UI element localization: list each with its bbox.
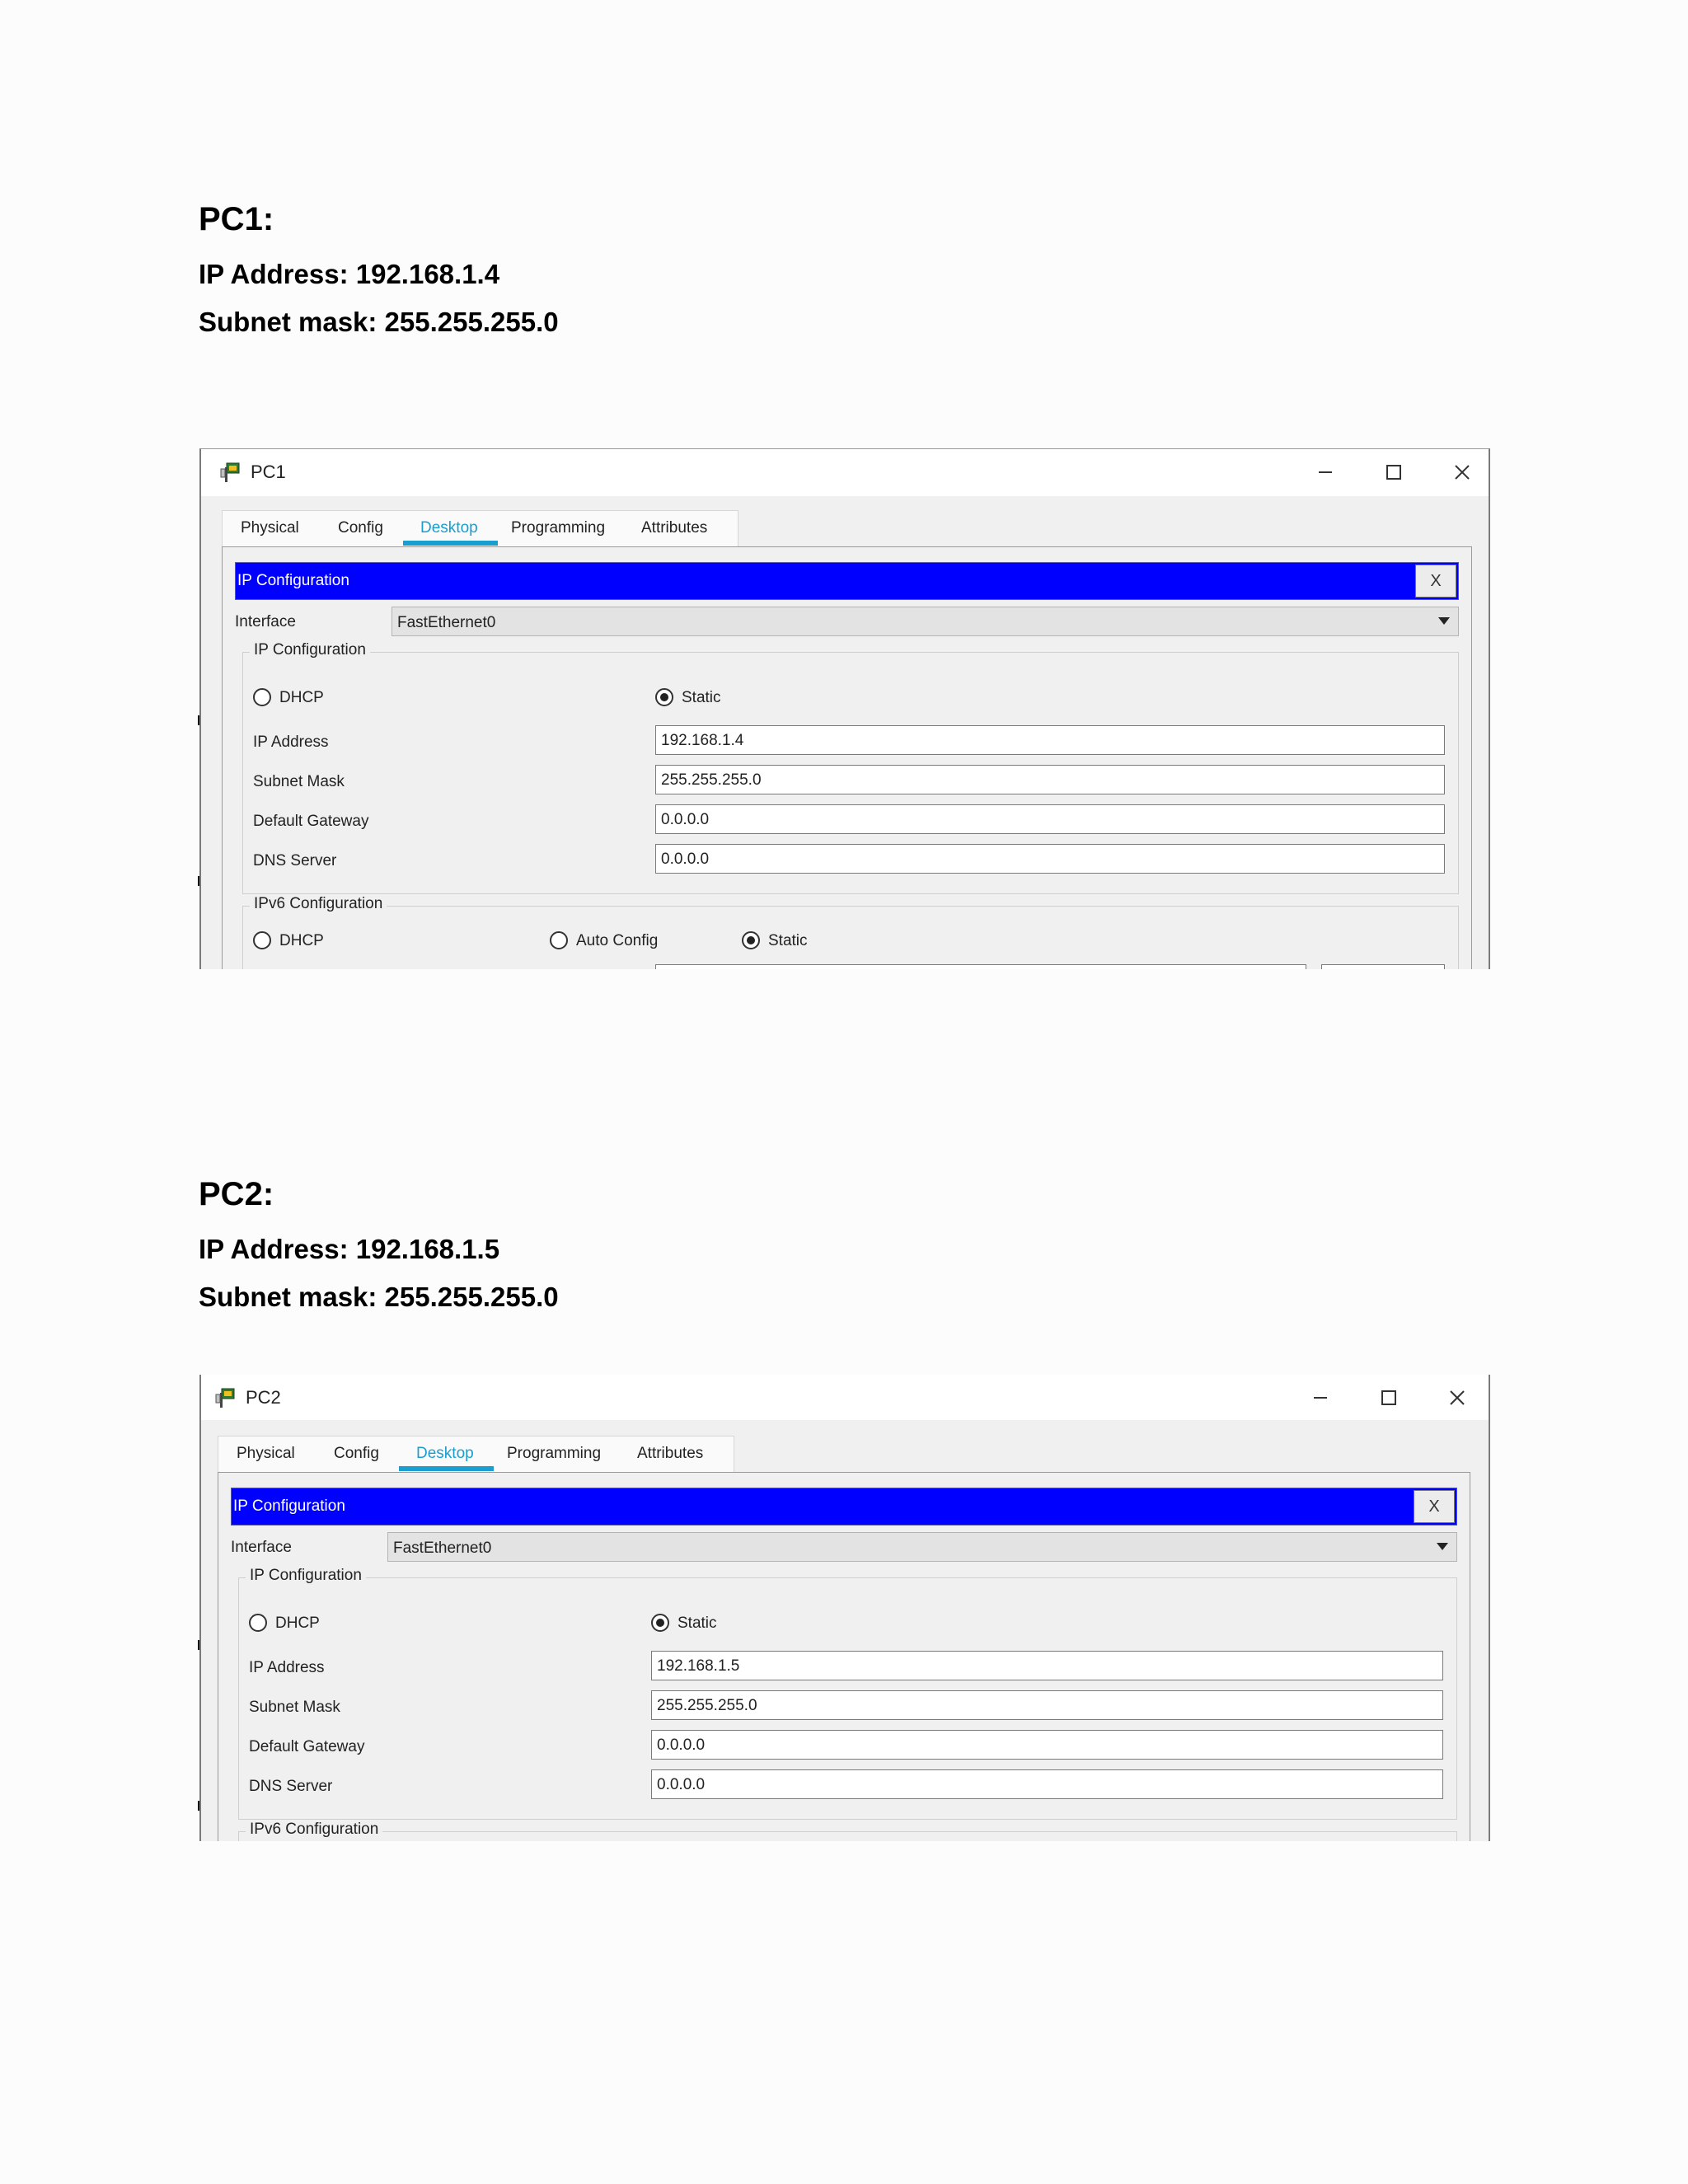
default-gateway-input[interactable]: 0.0.0.0 [655, 804, 1445, 834]
tab-attributes[interactable]: Attributes [641, 519, 708, 537]
interface-select[interactable] [387, 1532, 1457, 1562]
ipv6-address-input[interactable] [655, 964, 1306, 969]
desktop-panel [222, 546, 1472, 969]
pc2-mask-line: Subnet mask: 255.255.255.0 [199, 1282, 559, 1312]
ipv6-auto-config-radio[interactable] [550, 931, 568, 949]
pc1-window [199, 448, 1490, 969]
default-gateway-label: Default Gateway [253, 813, 369, 830]
pc1-heading: PC1: [199, 201, 274, 237]
window-title: PC2 [246, 1387, 281, 1408]
close-button[interactable] [1439, 1381, 1475, 1414]
tab-physical[interactable]: Physical [241, 519, 299, 537]
desktop-panel [218, 1472, 1470, 1841]
static-radio[interactable] [651, 1614, 669, 1632]
ipv6-group-label: IPv6 Configuration [250, 895, 387, 913]
tab-bar [222, 510, 738, 547]
ipv6-static-label: Static [768, 932, 808, 949]
ipv4-config-group [238, 1567, 1457, 1820]
chevron-down-icon [1438, 617, 1450, 625]
pc2-heading: PC2: [199, 1176, 274, 1212]
interface-label: Interface [231, 1539, 292, 1556]
interface-value: FastEthernet0 [397, 614, 496, 631]
subnet-mask-input[interactable]: 255.255.255.0 [655, 765, 1445, 794]
pc-app-icon [219, 461, 242, 484]
interface-label: Interface [235, 613, 296, 630]
pc1-mask-line: Subnet mask: 255.255.255.0 [199, 307, 559, 337]
dhcp-label: DHCP [275, 1615, 320, 1632]
default-gateway-input[interactable]: 0.0.0.0 [651, 1730, 1443, 1760]
dhcp-label: DHCP [279, 689, 324, 706]
active-tab-indicator [403, 541, 498, 546]
tab-config[interactable]: Config [334, 1445, 379, 1462]
ip-config-close-button[interactable]: X [1415, 565, 1456, 598]
dhcp-radio[interactable] [253, 688, 271, 706]
dhcp-radio[interactable] [249, 1614, 267, 1632]
ip-config-title: IP Configuration [233, 1497, 345, 1515]
tab-bar [218, 1436, 734, 1473]
ipv6-group-label: IPv6 Configuration [246, 1821, 382, 1839]
tab-config[interactable]: Config [338, 519, 383, 537]
tab-programming[interactable]: Programming [507, 1445, 602, 1462]
ip-address-label: IP Address [253, 733, 329, 751]
ip-config-title: IP Configuration [237, 572, 349, 589]
active-tab-indicator [399, 1466, 494, 1471]
dns-server-label: DNS Server [249, 1778, 333, 1795]
ipv6-static-radio[interactable] [742, 931, 760, 949]
default-gateway-label: Default Gateway [249, 1738, 365, 1755]
ipv6-config-group [242, 895, 1459, 969]
pc2-window [199, 1375, 1490, 1841]
pc-app-icon [214, 1386, 237, 1409]
ip-config-header [231, 1488, 1457, 1526]
dns-server-label: DNS Server [253, 852, 337, 869]
pc2-ip-line: IP Address: 192.168.1.5 [199, 1234, 500, 1264]
maximize-button[interactable] [1370, 1381, 1406, 1414]
tab-desktop[interactable]: Desktop [416, 1445, 474, 1462]
title-bar [201, 1375, 1489, 1420]
ipv6-dhcp-label: DHCP [279, 932, 324, 949]
ipv6-config-group [238, 1821, 1457, 1841]
dns-server-input[interactable]: 0.0.0.0 [655, 844, 1445, 874]
interface-select[interactable] [392, 607, 1459, 636]
tab-desktop[interactable]: Desktop [420, 519, 478, 537]
ip-config-header [235, 562, 1459, 600]
minimize-button[interactable] [1307, 456, 1343, 489]
ip-config-close-button[interactable]: X [1414, 1490, 1455, 1523]
maximize-button[interactable] [1375, 456, 1411, 489]
static-label: Static [678, 1615, 717, 1632]
dns-server-input[interactable]: 0.0.0.0 [651, 1769, 1443, 1799]
ipv4-group-label: IP Configuration [250, 641, 370, 659]
static-label: Static [682, 689, 721, 706]
tab-attributes[interactable]: Attributes [637, 1445, 704, 1462]
tab-physical[interactable]: Physical [237, 1445, 295, 1462]
subnet-mask-input[interactable]: 255.255.255.0 [651, 1690, 1443, 1720]
static-radio[interactable] [655, 688, 673, 706]
ipv4-group-label: IP Configuration [246, 1567, 366, 1585]
pc1-ip-line: IP Address: 192.168.1.4 [199, 259, 500, 289]
interface-value: FastEthernet0 [393, 1540, 492, 1557]
ip-address-input[interactable]: 192.168.1.5 [651, 1651, 1443, 1680]
chevron-down-icon [1437, 1543, 1448, 1550]
subnet-mask-label: Subnet Mask [249, 1699, 340, 1716]
ipv6-prefix-input[interactable] [1321, 964, 1445, 969]
ip-address-label: IP Address [249, 1659, 325, 1676]
ipv6-dhcp-radio[interactable] [253, 931, 271, 949]
ipv6-auto-config-label: Auto Config [576, 932, 659, 949]
title-bar [201, 449, 1489, 496]
ipv4-config-group [242, 641, 1459, 894]
window-title: PC1 [251, 462, 286, 482]
minimize-button[interactable] [1302, 1381, 1339, 1414]
ip-address-input[interactable]: 192.168.1.4 [655, 725, 1445, 755]
close-button[interactable] [1444, 456, 1480, 489]
tab-programming[interactable]: Programming [511, 519, 606, 537]
subnet-mask-label: Subnet Mask [253, 773, 345, 790]
